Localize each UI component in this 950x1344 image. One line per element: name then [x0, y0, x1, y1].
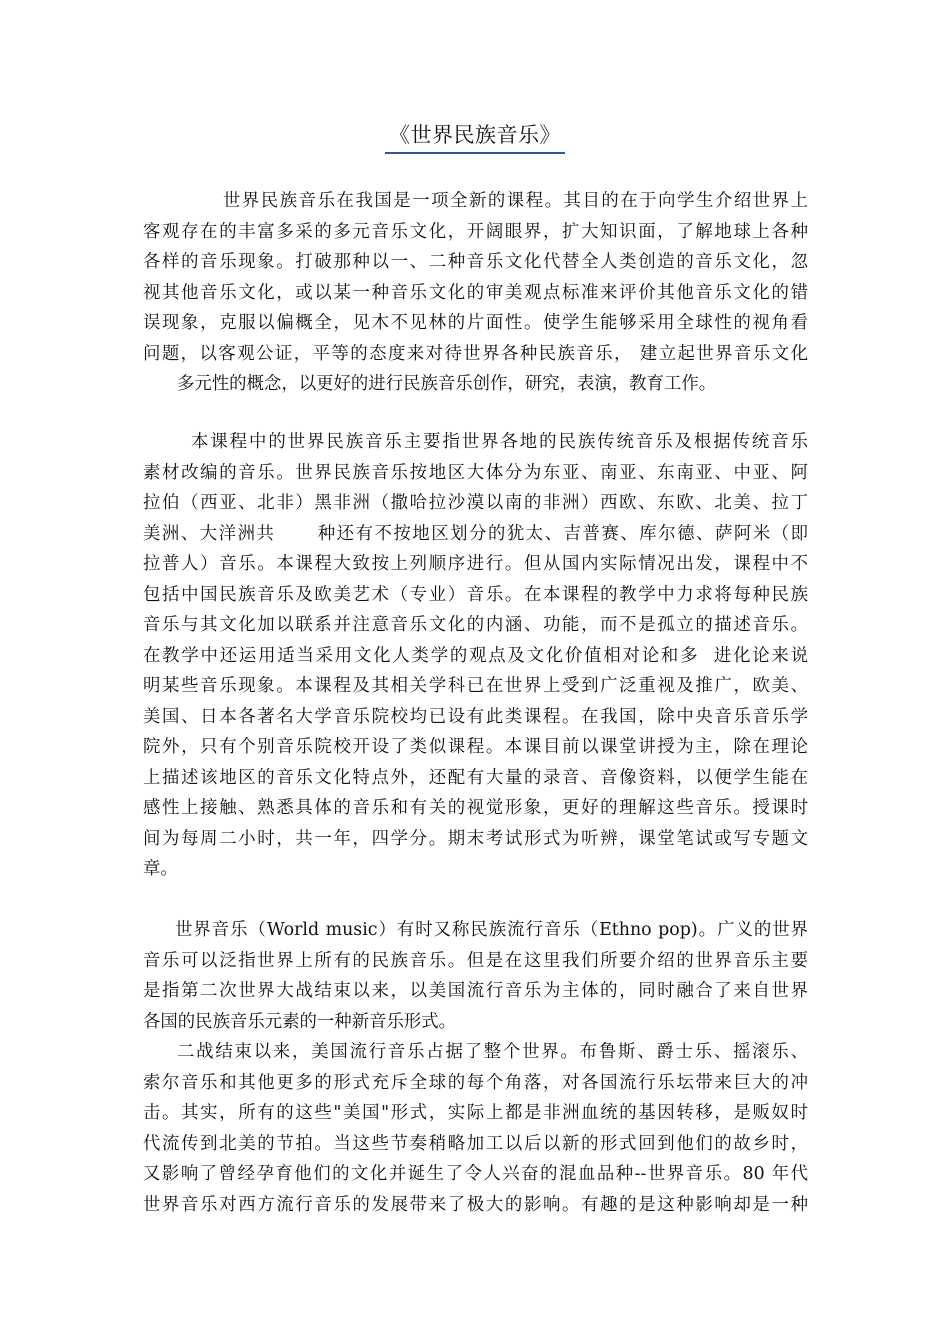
text-line: 包括中国民族音乐及欧美艺术（专业）音乐。在本课程的教学中力求将每种民族	[143, 584, 808, 605]
text-line: 拉伯（西亚、北非）黑非洲（撒哈拉沙漠以南的非洲）西欧、东欧、北美、拉丁	[143, 493, 808, 513]
text-line: 多元性的概念，以更好的进行民族音乐创作，研究，表演，教育工作。	[177, 374, 717, 394]
text-line: 上描述该地区的音乐文化特点外，还配有大量的录音、音像资料，以便学生能在	[143, 767, 808, 788]
text-line: 各国的民族音乐元素的一种新音乐形式。	[143, 1011, 457, 1032]
text-line: 美洲、大洋洲共 种还有不按地区划分的犹太、吉普赛、库尔德、萨阿米（即	[143, 523, 808, 544]
text-line: 拉普人）音乐。本课程大致按上列顺序进行。但从国内实际情况出发，课程中不	[143, 554, 808, 574]
text-line: 问题，以客观公证，平等的态度来对待世界各种民族音乐， 建立起世界音乐文化	[143, 343, 808, 364]
text-line: 素材改编的音乐。世界民族音乐按地区大体分为东亚、南亚、东南亚、中亚、阿	[143, 462, 808, 483]
paragraph-course-scope	[143, 427, 808, 885]
text-line: 又影响了曾经孕育他们的文化并诞生了令人兴奋的混血品种--世界音乐。80 年代	[143, 1164, 808, 1184]
text-line: 院外，只有个别音乐院校开设了类似课程。本课目前以课堂讲授为主，除在理论	[143, 737, 808, 757]
text-line: 美国、日本各著名大学音乐院校均已设有此类课程。在我国，除中央音乐音乐学	[143, 706, 808, 727]
text-line: 代流传到北美的节拍。当这些节奏稍略加工以后以新的形式回到他们的故乡时，	[143, 1133, 808, 1154]
text-line: 各样的音乐现象。打破那种以一、二种音乐文化代替全人类创造的音乐文化，忽	[143, 252, 808, 272]
paragraph-world-music	[143, 915, 808, 1220]
text-line: 在教学中还运用适当采用文化人类学的观点及文化价值相对论和多 进化论来说	[143, 645, 808, 666]
text-line: 误现象，克服以偏概全，见木不见林的片面性。使学生能够采用全球性的视角看	[143, 313, 808, 333]
text-line: 音乐可以泛指世界上所有的民族音乐。但是在这里我们所要介绍的世界音乐主要	[143, 950, 808, 971]
text-line: 章。	[143, 859, 178, 879]
text-line: 索尔音乐和其他更多的形式充斥全球的每个角落，对各国流行乐坛带来巨大的冲	[143, 1072, 808, 1093]
text-line: 是指第二次世界大战结束以来，以美国流行音乐为主体的，同时融合了来自世界	[143, 981, 808, 1001]
paragraph-course-purpose	[143, 186, 808, 400]
text-line: 客观存在的丰富多采的多元音乐文化，开阔眼界，扩大知识面，了解地球上各种	[143, 221, 808, 242]
text-line: 击。其实，所有的这些"美国"形式，实际上都是非洲血统的基因转移，是贩奴时	[143, 1103, 808, 1123]
text-line: 感性上接触、熟悉具体的音乐和有关的视觉形象，更好的理解这些音乐。授课时	[143, 798, 808, 818]
text-line: 二战结束以来，美国流行音乐占据了整个世界。布鲁斯、爵士乐、摇滚乐、	[177, 1042, 808, 1062]
document-title: 《世界民族音乐》	[385, 120, 565, 154]
text-line: 世界音乐对西方流行音乐的发展带来了极大的影响。有趣的是这种影响却是一种	[143, 1194, 808, 1215]
text-line: 明某些音乐现象。本课程及其相关学科已在世界上受到广泛重视及推广，欧美、	[143, 676, 808, 696]
text-line: 世界民族音乐在我国是一项全新的课程。其目的在于向学生介绍世界上	[223, 191, 808, 211]
text-line: 间为每周二小时，共一年，四学分。期末考试形式为听辨，课堂笔试或写专题文	[143, 828, 808, 849]
text-line: 本课程中的世界民族音乐主要指世界各地的民族传统音乐及根据传统音乐	[191, 432, 808, 452]
text-line: 音乐与其文化加以联系并注意音乐文化的内涵、功能，而不是孤立的描述音乐。	[143, 615, 808, 635]
title-container	[0, 120, 950, 154]
text-line: 视其他音乐文化，或以某一种音乐文化的审美观点标准来评价其他音乐文化的错	[143, 282, 808, 303]
text-line: 世界音乐（World music）有时又称民族流行音乐（Ethno pop)。广义的世界	[175, 920, 808, 940]
